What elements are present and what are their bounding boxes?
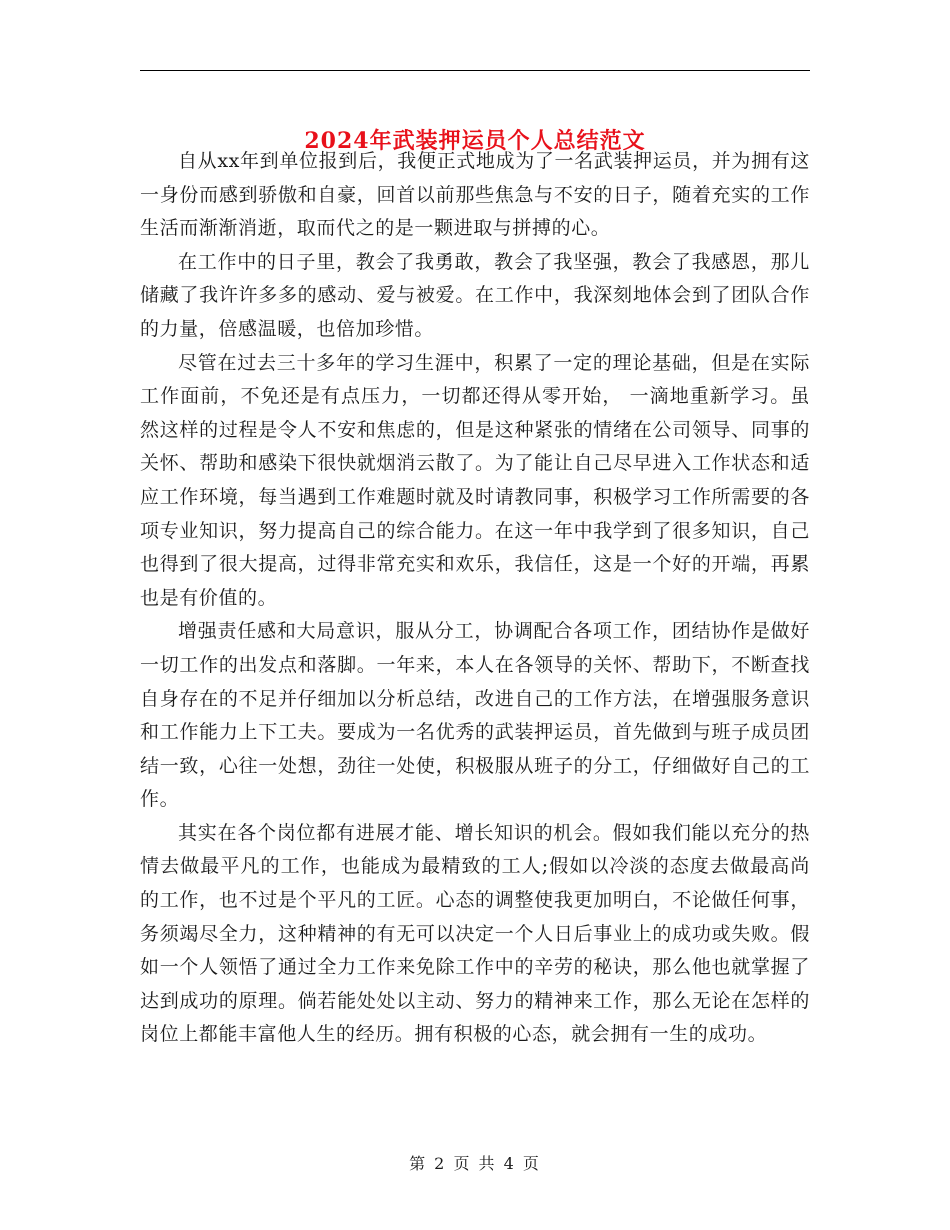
body-paragraph: 增强责任感和大局意识，服从分工，协调配合各项工作，团结协作是做好一切工作的出发点和落脚。一年来，本人在各领导的关怀、帮助下，不断查找自身存在的不足并仔细加以分析总结，改进自己的工作方法，在增强服务意识和工作能力上下工夫。要成为一名优秀的武装押运员，首先做到与班子成员团结一致，心往一处想，劲往一处使，积极服从班子的分工，仔细做好自己的工作。	[140, 620, 810, 811]
document-body	[140, 145, 810, 1052]
body-paragraph: 尽管在过去三十多年的学习生涯中，积累了一定的理论基础，但是在实际工作面前，不免还是有点压力，一切都还得从零开始， 一滴地重新学习。虽然这样的过程是令人不安和焦虑的，但是这种紧张的情绪在公司领导、同事的关怀、帮助和感染下很快就烟消云散了。为了能让自己尽早进入工作状态和适应工作环境，每当遇到工作难题时就及时请教同事，积极学习工作所需要的各项专业知识，努力提高自己的综合能力。在这一年中我学到了很多知识，自己也得到了很大提高，过得非常充实和欢乐，我信任，这是一个好的开端，再累也是有价值的。	[140, 351, 810, 609]
document-title: 2024年武装押运员个人总结范文	[304, 127, 646, 154]
header-rule	[140, 70, 810, 71]
body-paragraph: 在工作中的日子里，教会了我勇敢，教会了我坚强，教会了我感恩，那儿储藏了我许许多多的感动、爱与被爱。在工作中，我深刻地体会到了团队合作的力量，倍感温暖，也倍加珍惜。	[140, 250, 810, 340]
body-paragraph: 其实在各个岗位都有进展才能、增长知识的机会。假如我们能以充分的热情去做最平凡的工作，也能成为最精致的工人;假如以冷淡的态度去做最高尚的工作，也不过是个平凡的工匠。心态的调整使我更加明白，不论做任何事，务须竭尽全力，这种精神的有无可以决定一个人日后事业上的成功或失败。假如一个人领悟了通过全力工作来免除工作中的辛劳的秘诀，那么他也就掌握了达到成功的原理。倘若能处处以主动、努力的精神来工作，那么无论在怎样的岗位上都能丰富他人生的经历。拥有积极的心态，就会拥有一生的成功。	[140, 821, 810, 1046]
body-paragraph: 自从xx年到单位报到后，我便正式地成为了一名武装押运员，并为拥有这一身份而感到骄傲和自豪，回首以前那些焦急与不安的日子，随着充实的工作生活而渐渐消逝，取而代之的是一颗进取与拼搏的心。	[140, 150, 810, 240]
page-number: 第 2 页 共 4 页	[409, 1154, 541, 1173]
